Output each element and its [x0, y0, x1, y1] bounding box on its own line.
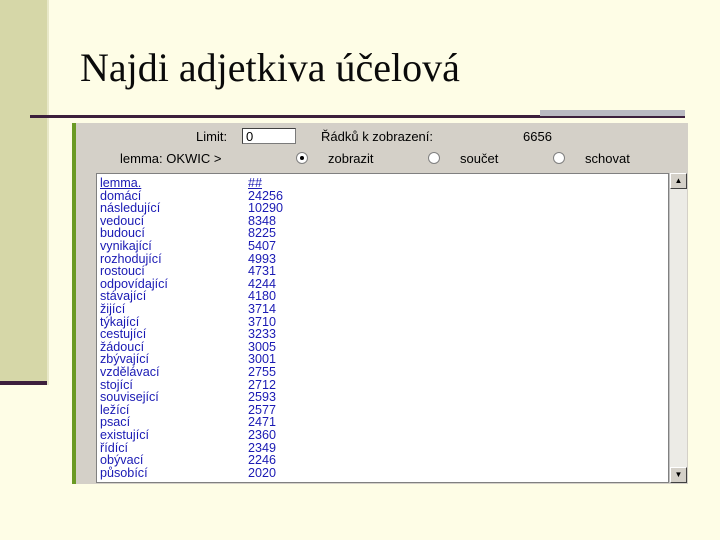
header-count[interactable]: ##	[248, 176, 263, 190]
row-count: 8348	[248, 213, 277, 228]
table-row[interactable]	[100, 265, 300, 278]
radio-soucet-label[interactable]: součet	[460, 151, 499, 166]
limit-label: Limit:	[196, 129, 228, 144]
left-decor-strip	[0, 0, 47, 385]
title-rule-accent	[540, 110, 685, 116]
row-count: 4244	[248, 276, 277, 291]
row-count: 2246	[248, 453, 277, 468]
results-scrollbar[interactable]	[669, 173, 687, 483]
row-count: 2349	[248, 440, 277, 455]
lemma-label: lemma: OKWIC >	[120, 151, 222, 166]
scroll-up-arrow-icon[interactable]: ▲	[670, 173, 687, 189]
table-row[interactable]	[100, 240, 300, 253]
row-lemma: ležící	[100, 402, 130, 417]
radio-schovat[interactable]	[553, 152, 565, 164]
row-lemma: cestující	[100, 327, 147, 342]
row-count: 2593	[248, 390, 277, 405]
row-count: 2471	[248, 415, 277, 430]
left-decor-underline	[0, 381, 47, 385]
row-count: 10290	[248, 201, 284, 216]
row-lemma: domácí	[100, 188, 142, 203]
table-row[interactable]	[100, 366, 300, 379]
results-header	[100, 177, 300, 190]
row-lemma: existující	[100, 428, 149, 442]
row-lemma: vynikající	[100, 239, 152, 253]
limit-input[interactable]: 0	[242, 128, 296, 144]
row-lemma: stojící	[100, 377, 133, 392]
radio-schovat-label[interactable]: schovat	[585, 151, 630, 166]
radio-soucet[interactable]	[428, 152, 440, 164]
row-lemma: vedoucí	[100, 213, 145, 228]
row-count: 3233	[248, 327, 277, 342]
results-listbox[interactable]	[96, 173, 669, 483]
row-count: 2755	[248, 365, 277, 379]
row-count: 3714	[248, 302, 277, 316]
row-lemma: odpovídající	[100, 276, 168, 291]
row-lemma: rostoucí	[100, 264, 145, 279]
scroll-down-arrow-icon[interactable]: ▼	[670, 467, 687, 483]
rows-value: 6656	[523, 129, 552, 144]
row-count: 3001	[248, 352, 277, 367]
row-lemma: zbývající	[100, 352, 149, 367]
row-count: 4731	[248, 264, 277, 279]
row-lemma: vzdělávací	[100, 365, 160, 379]
table-row[interactable]	[100, 454, 300, 467]
row-lemma: stávající	[100, 289, 147, 304]
table-row[interactable]	[100, 467, 300, 480]
row-lemma: působící	[100, 465, 148, 480]
row-count: 3005	[248, 339, 277, 354]
slide-title: Najdi adjetkiva účelová	[80, 45, 460, 90]
row-count: 3710	[248, 314, 277, 329]
row-lemma: budoucí	[100, 226, 145, 241]
row-count: 2020	[248, 465, 277, 480]
query-panel	[72, 123, 688, 484]
row-count: 2360	[248, 428, 277, 442]
row-lemma: obývací	[100, 453, 144, 468]
radio-zobrazit-label[interactable]: zobrazit	[328, 151, 374, 166]
radio-zobrazit[interactable]	[296, 152, 308, 164]
table-row[interactable]	[100, 328, 300, 341]
table-row[interactable]	[100, 202, 300, 215]
row-count: 4993	[248, 251, 277, 266]
row-lemma: řídící	[100, 440, 128, 455]
row-count: 24256	[248, 188, 284, 203]
rows-label: Řádků k zobrazení:	[321, 129, 434, 144]
header-lemma[interactable]: lemma.	[100, 176, 142, 190]
row-count: 2577	[248, 402, 277, 417]
table-row[interactable]	[100, 391, 300, 404]
row-lemma: žijící	[100, 302, 126, 316]
row-lemma: následující	[100, 201, 161, 216]
row-count: 2712	[248, 377, 277, 392]
row-lemma: psací	[100, 415, 131, 430]
row-lemma: rozhodující	[100, 251, 162, 266]
row-lemma: související	[100, 390, 159, 405]
row-lemma: týkající	[100, 314, 140, 329]
table-row[interactable]	[100, 303, 300, 316]
vertical-decor-line	[47, 0, 49, 385]
table-row[interactable]	[100, 429, 300, 442]
row-count: 8225	[248, 226, 277, 241]
row-lemma: žádoucí	[100, 339, 145, 354]
row-count: 5407	[248, 239, 277, 253]
row-count: 4180	[248, 289, 277, 304]
